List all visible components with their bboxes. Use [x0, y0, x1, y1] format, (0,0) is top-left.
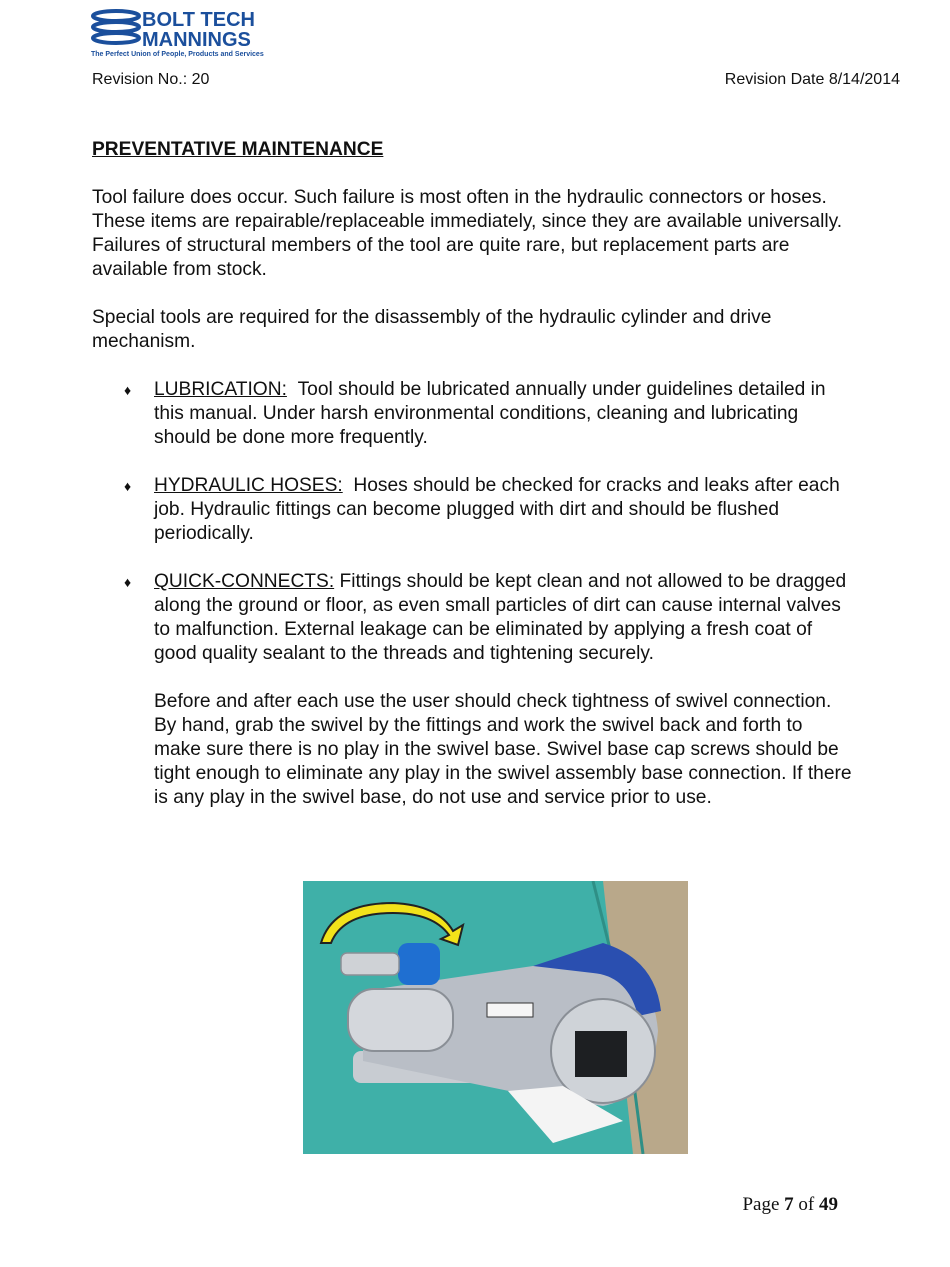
swivel-block: [398, 943, 440, 985]
page-word: Page: [742, 1194, 780, 1215]
item-text: Tool should be lubricated annually under guidelines detailed in this manual. Under harsh environmental conditions, cleaning and lubricating should be done more frequently.: [154, 379, 826, 448]
swivel-note: [92, 690, 852, 810]
item-text: Hoses should be checked for cracks and leaks after each job. Hydraulic fittings can become plugged with dirt and should be flushed periodically.: [154, 475, 840, 544]
hydraulic-cylinder: [348, 989, 453, 1051]
of-word: of: [798, 1194, 815, 1215]
revision-number: Revision No.: 20: [92, 71, 210, 88]
quick-connect-fitting: [341, 953, 399, 975]
swivel-note-text: Before and after each use the user should check tightness of swivel connection. By hand, grab the swivel by the fittings and work the swivel back and forth to make sure there is no play in the swivel base. Swivel base cap screws should be tight enough to eliminate any play in the swivel assembly base connection. If there is any play in the swivel base, do not use and service prior to use.: [154, 691, 852, 808]
revision-date: Revision Date 8/14/2014: [724, 71, 900, 88]
item-label: LUBRICATION:: [154, 379, 287, 400]
page-content: [92, 138, 852, 834]
page-number: [742, 1194, 838, 1216]
list-item-quick-connects: [92, 570, 852, 666]
logo-swirl-icon: [93, 11, 139, 43]
maintenance-list: [92, 378, 852, 810]
diamond-bullet-icon: ♦: [124, 574, 132, 590]
list-item-lubrication: [92, 378, 852, 450]
special-tools-paragraph: Special tools are required for the disassembly of the hydraulic cylinder and drive mechanism.: [92, 307, 772, 352]
item-text: Fittings should be kept clean and not allowed to be dragged along the ground or floor, as even small particles of dirt can cause internal valves to malfunction. External leakage can be eliminated by applying a fresh coat of good quality sealant to the threads and tightening securely.: [154, 571, 847, 664]
page-current: 7: [784, 1194, 794, 1215]
page-total: 49: [819, 1194, 838, 1215]
logo-line2: MANNINGS: [142, 29, 251, 51]
diamond-bullet-icon: ♦: [124, 478, 132, 494]
logo-tagline: The Perfect Union of People, Products and Services: [91, 51, 264, 58]
barcode-label: [487, 1003, 533, 1017]
page-title: PREVENTATIVE MAINTENANCE: [92, 139, 384, 160]
diamond-bullet-icon: ♦: [124, 382, 132, 398]
list-item-hydraulic-hoses: [92, 474, 852, 546]
logo-line1: BOLT TECH: [142, 9, 255, 31]
item-label: HYDRAULIC HOSES:: [154, 475, 343, 496]
torque-wrench-photo: [303, 881, 688, 1154]
company-logo: [90, 6, 300, 58]
intro-paragraph: Tool failure does occur. Such failure is most often in the hydraulic connectors or hoses. These items are repairable/replaceable immediately, since they are available universally. Failures of structural members of the tool are quite rare, but replacement parts are available from stock.: [92, 187, 843, 280]
hex-socket: [575, 1031, 627, 1077]
item-label: QUICK-CONNECTS:: [154, 571, 335, 592]
